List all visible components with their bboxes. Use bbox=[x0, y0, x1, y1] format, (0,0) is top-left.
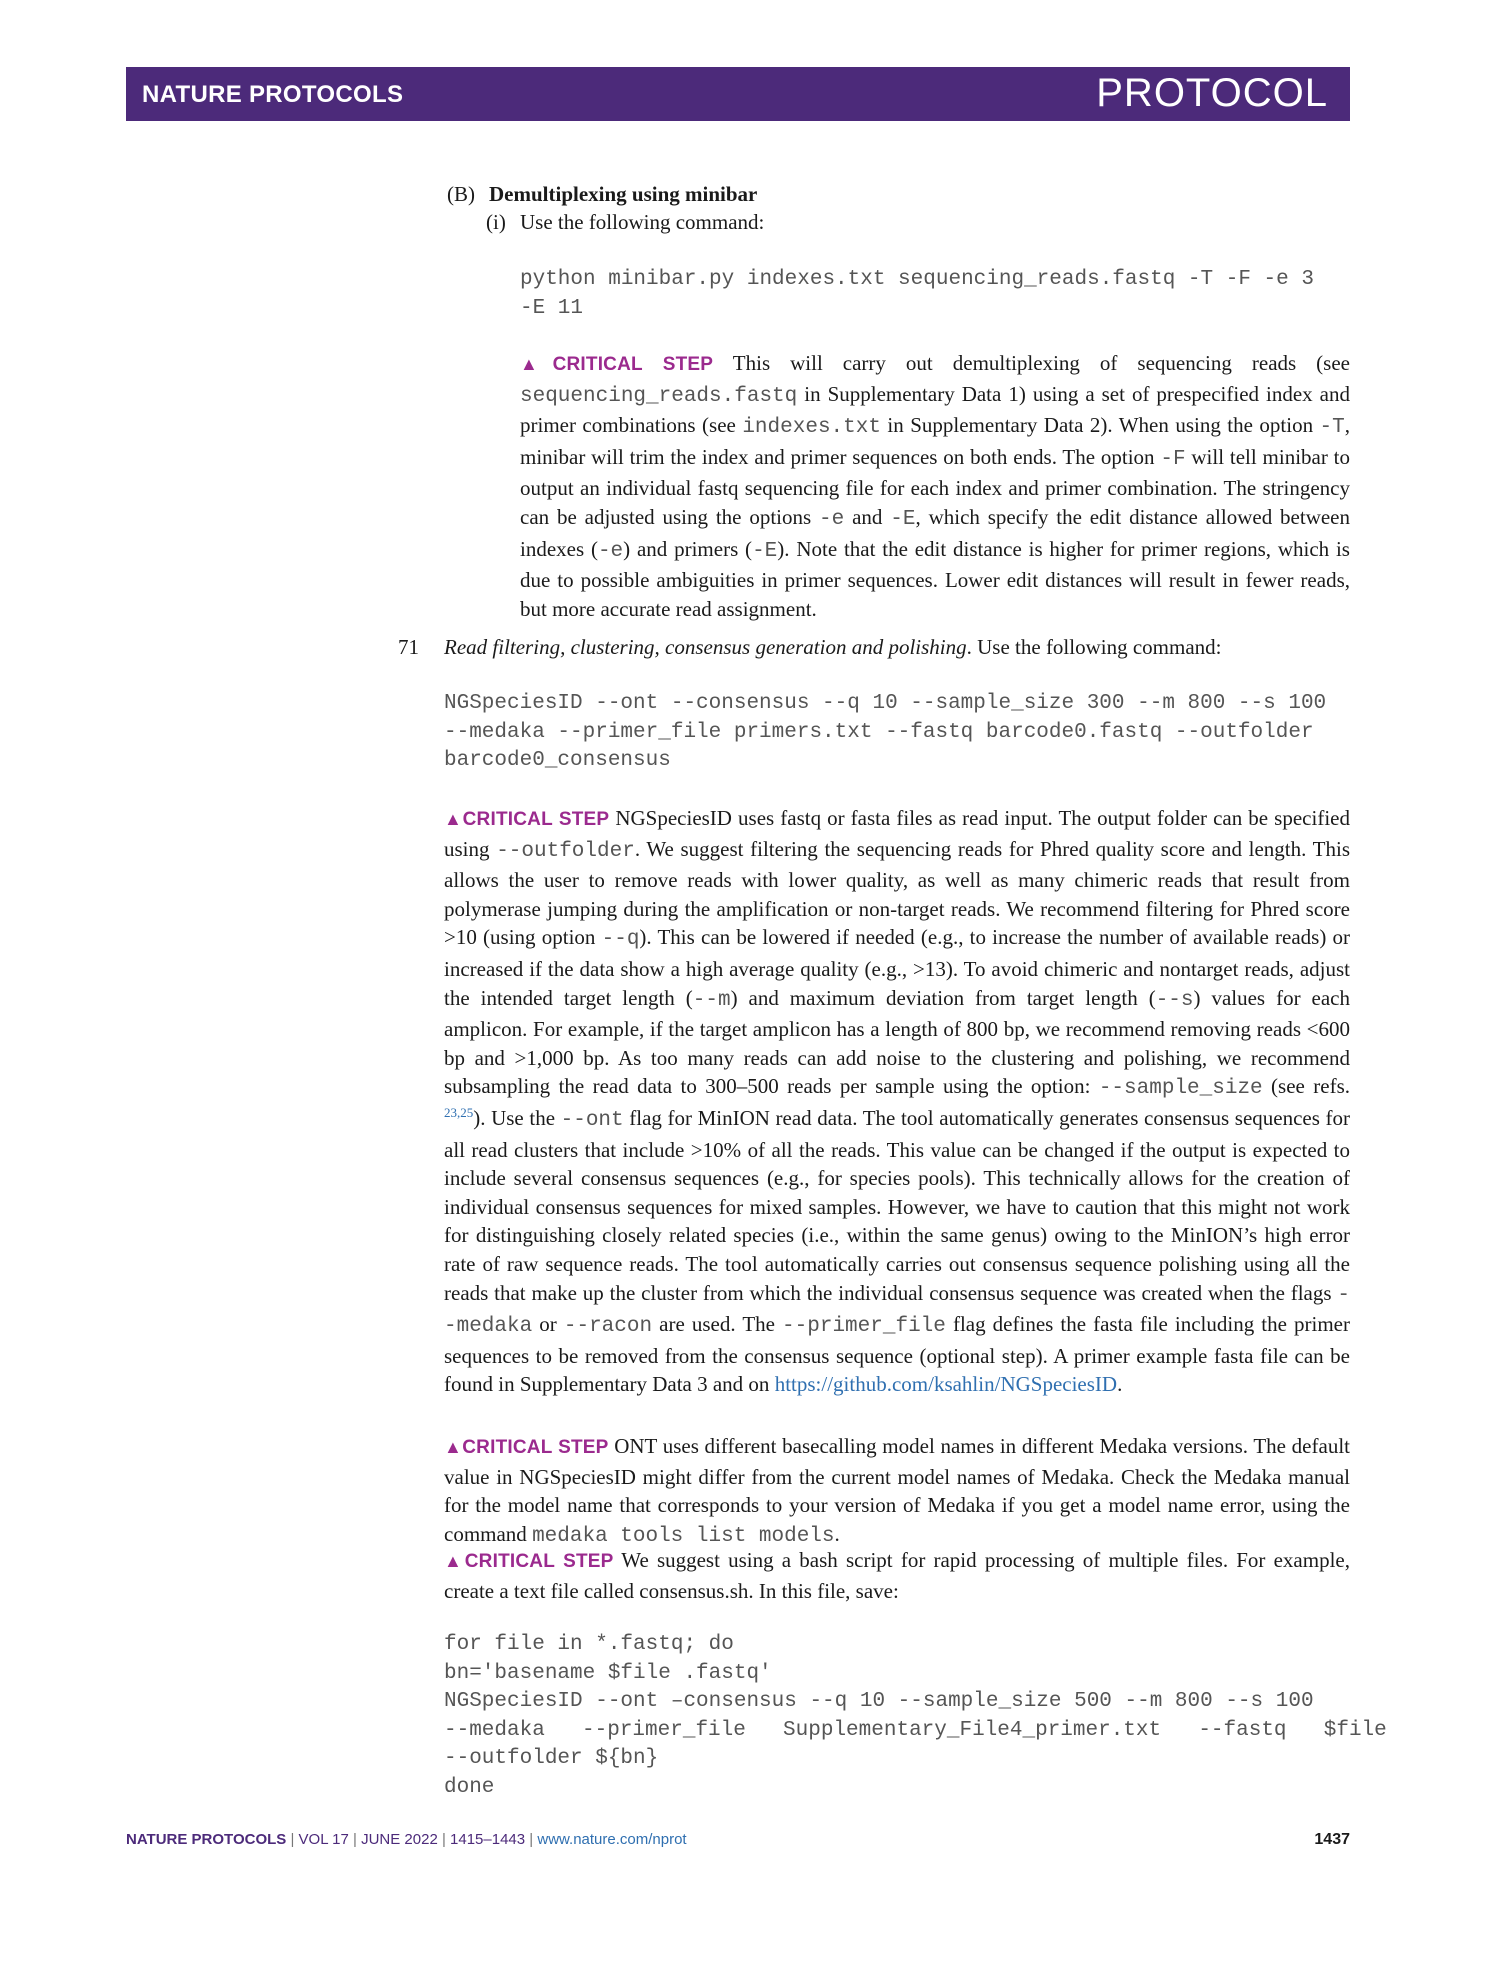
minibar-command bbox=[520, 266, 1350, 323]
critical-step-ngspeciesid bbox=[444, 804, 1350, 1399]
warning-triangle-icon: ▲ bbox=[520, 354, 553, 374]
code-line: done bbox=[444, 1775, 495, 1799]
code-line: python minibar.py indexes.txt sequencing_reads.fastq -T -F -e 3 bbox=[520, 268, 1314, 291]
step-71-heading bbox=[444, 633, 1350, 662]
code-line: -E 11 bbox=[520, 296, 584, 320]
text-run: or bbox=[532, 1312, 564, 1337]
journal-banner bbox=[126, 67, 1350, 121]
text-run: We suggest using a bash script for rapid processing of multiple files. For example, create a text file called consensus.sh. In this file, save: bbox=[444, 1548, 1350, 1603]
text-run: and bbox=[844, 504, 891, 529]
inline-code: --racon bbox=[563, 1315, 653, 1339]
inline-code: -F bbox=[1160, 447, 1186, 471]
text-run: ). Note that the edit distance is higher for primer regions, which is due to possible ambiguities in primer sequences. Lower edit distances will result in fewer reads, but more accurate read assignment. bbox=[520, 536, 1350, 621]
warning-triangle-icon: ▲ bbox=[444, 809, 463, 829]
critical-step-minibar bbox=[520, 349, 1350, 623]
inline-code: -T bbox=[1319, 416, 1345, 440]
section-b-marker: (B) bbox=[447, 182, 475, 206]
step-number: 71 bbox=[398, 635, 419, 659]
code-line: for file in *.fastq; do bbox=[444, 1633, 734, 1656]
critical-step-label: CRITICAL STEP bbox=[462, 1437, 609, 1458]
footer-date: JUNE 2022 bbox=[361, 1831, 438, 1848]
inline-code: sequencing_reads.fastq bbox=[520, 384, 798, 408]
warning-triangle-icon: ▲ bbox=[444, 1551, 465, 1571]
inline-code: --ont bbox=[560, 1108, 624, 1132]
text-run: flag for MinION read data. The tool automatically generates consensus sequences for all read clusters that include >10% of all the reads. This value can be changed if the output is expected to include several consensus sequences (e.g., for species pools). This technically allows for the creation of individual consensus sequences for mixed samples. However, we have to caution that this might not work for distinguishing closely related species (i.e., within the same genus) owing to the MinION’s high error rate of raw sequence reads. The tool automatically carries out consensus sequence polishing using all the reads that make up the cluster from which the individual consensus sequence was created when the flags bbox=[444, 1105, 1350, 1305]
page-footer: NATURE PROTOCOLS | VOL 17 | JUNE 2022 | 1415–1443 | www.nature.com/nprot 1437 bbox=[126, 1831, 1350, 1848]
footer-url[interactable]: www.nature.com/nprot bbox=[537, 1831, 687, 1848]
text-run: in Supplementary Data 2). When using the option bbox=[880, 413, 1320, 438]
text-run: will tell minibar to output an individual fastq sequencing file for each index and primer combination. The stringency can be adjusted using the options bbox=[520, 444, 1350, 529]
text-run: ). Use the bbox=[473, 1105, 561, 1130]
critical-step-label: CRITICAL STEP bbox=[462, 809, 610, 830]
step-title: Read filtering, clustering, consensus generation and polishing bbox=[444, 635, 967, 659]
code-line: --outfolder ${bn} bbox=[444, 1747, 659, 1771]
github-link[interactable]: https://github.com/ksahlin/NGSpeciesID bbox=[774, 1372, 1118, 1397]
inline-code: --medaka bbox=[444, 1283, 1350, 1339]
inline-code: -E bbox=[752, 539, 778, 563]
sub-step-text: Use the following command: bbox=[520, 210, 765, 234]
bash-script bbox=[444, 1631, 1387, 1803]
inline-code: --q bbox=[601, 928, 640, 952]
step-title-tail: . Use the following command: bbox=[966, 635, 1222, 659]
text-run: are used. The bbox=[652, 1312, 783, 1337]
section-b-title: Demultiplexing using minibar bbox=[489, 182, 758, 206]
inline-code: --s bbox=[1155, 988, 1194, 1012]
journal-name: NATURE PROTOCOLS bbox=[142, 81, 404, 108]
text-run: ) and primers ( bbox=[623, 536, 753, 561]
code-line: --medaka --primer_file primers.txt --fastq barcode0.fastq --outfolder bbox=[444, 720, 1314, 744]
footer-pages: 1415–1443 bbox=[450, 1831, 526, 1848]
text-run: , which specify the edit distance allowed between indexes ( bbox=[520, 504, 1350, 561]
text-run: This will carry out demultiplexing of sequencing reads (see bbox=[713, 351, 1350, 375]
critical-step-label: CRITICAL STEP bbox=[464, 1551, 614, 1572]
inline-code: --sample_size bbox=[1098, 1077, 1263, 1101]
code-line: --medaka --primer_file Supplementary_File4_primer.txt --fastq $file bbox=[444, 1718, 1387, 1742]
inline-code: --primer_file bbox=[782, 1315, 946, 1339]
inline-code: -E bbox=[890, 507, 916, 531]
critical-step-label: CRITICAL STEP bbox=[552, 354, 714, 375]
text-run: ) values for each amplicon. For example, if the target amplicon has a length of 800 bp, we recommend removing reads <600 bp and >1,000 bp. As too many reads can add noise to the clustering and polishing, we recommend subsampling the read data to 300–500 reads per sample using the option: bbox=[444, 985, 1350, 1099]
article-type: PROTOCOL bbox=[1096, 71, 1328, 115]
text-run: ONT uses different basecalling model names in different Medaka versions. The default value in NGSpeciesID might differ from the current model names of Medaka. Check the Medaka manual for the model name that corresponds to your version of Medaka if you get a model name error, using the command bbox=[444, 1434, 1350, 1546]
sub-step-marker: (i) bbox=[486, 210, 506, 234]
inline-code: --outfolder bbox=[496, 839, 635, 863]
text-run: . We suggest filtering the sequencing reads for Phred quality score and length. This allows the user to remove reads with lower quality, as well as many chimeric reads that result from polymerase jumping during the amplification or non-target reads. We recommend filtering for Phred score >10 (using option bbox=[444, 836, 1350, 950]
inline-code: medaka tools list models bbox=[532, 1524, 835, 1548]
footer-journal: NATURE PROTOCOLS bbox=[126, 1831, 287, 1848]
page-number: 1437 bbox=[1314, 1831, 1350, 1848]
text-run: , minibar will trim the index and primer sequences on both ends. The option bbox=[520, 413, 1351, 469]
code-line: NGSpeciesID --ont --consensus --q 10 --sample_size 300 --m 800 --s 100 bbox=[444, 692, 1327, 715]
text-run: ) and maximum deviation from target length ( bbox=[730, 985, 1156, 1010]
footer-volume: VOL 17 bbox=[298, 1831, 349, 1848]
inline-code: indexes.txt bbox=[742, 416, 881, 440]
text-run: flag defines the fasta file including the primer sequences to be removed from the consensus sequence (optional step). A primer example fasta file can be found in Supplementary Data 3 and on bbox=[444, 1312, 1350, 1397]
text-run: . bbox=[1117, 1372, 1123, 1397]
text-run: . bbox=[834, 1521, 840, 1546]
warning-triangle-icon: ▲ bbox=[444, 1437, 463, 1457]
ngspeciesid-command bbox=[444, 690, 1350, 776]
code-line: bn='basename $file .fastq' bbox=[444, 1661, 772, 1685]
code-line: NGSpeciesID --ont –consensus --q 10 --sample_size 500 --m 800 --s 100 bbox=[444, 1690, 1314, 1714]
text-run: in Supplementary Data 1) using a set of prespecified index and primer combinations (see bbox=[520, 381, 1350, 438]
critical-step-bash-script bbox=[444, 1546, 1350, 1605]
inline-code: -e bbox=[597, 539, 624, 563]
citation-ref[interactable]: 23,25 bbox=[444, 1104, 474, 1120]
text-run: NGSpeciesID uses fastq or fasta files as read input. The output folder can be specified using bbox=[444, 806, 1350, 861]
inline-code: -e bbox=[819, 507, 845, 531]
inline-code: --m bbox=[692, 988, 731, 1012]
critical-step-medaka bbox=[444, 1432, 1350, 1551]
text-run: ). This can be lowered if needed (e.g., to increase the number of available reads) or increased if the data show a high average quality (e.g., >13). To avoid chimeric and nontarget reads, adjust the intended target length ( bbox=[444, 925, 1350, 1010]
code-line: barcode0_consensus bbox=[444, 749, 671, 773]
text-run: (see refs. bbox=[1262, 1074, 1350, 1099]
